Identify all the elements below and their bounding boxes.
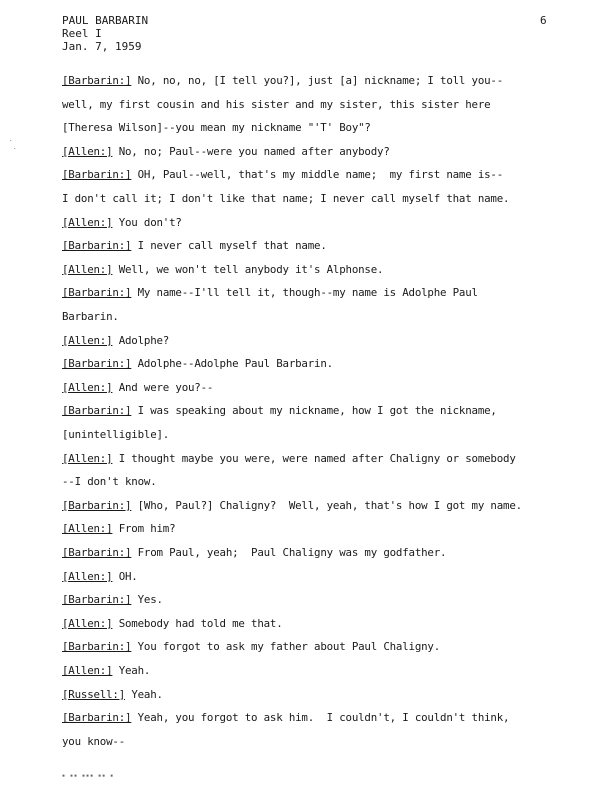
- line-text: OH.: [112, 569, 138, 583]
- line-text: Yeah.: [125, 687, 163, 701]
- speaker-label: [Allen:]: [62, 569, 113, 583]
- transcript-line: [62, 570, 138, 583]
- header-name: PAUL BARBARIN: [62, 14, 149, 27]
- transcript-line: [62, 192, 509, 205]
- transcript-line: [62, 688, 163, 701]
- line-text: [unintelligible].: [62, 428, 170, 441]
- speaker-label: [Barbarin:]: [62, 239, 132, 253]
- line-text: I was speaking about my nickname, how I got the nickname,: [131, 404, 497, 418]
- transcript-line: [62, 121, 371, 134]
- transcript-line: [62, 452, 516, 465]
- transcript-line: [62, 286, 478, 299]
- transcript-line: [62, 98, 490, 111]
- line-text: From him?: [112, 522, 176, 536]
- speaker-label: [Barbarin:]: [62, 711, 132, 725]
- line-text: My name--I'll tell it, though--my name is Adolphe Paul: [131, 286, 478, 300]
- line-text: [Theresa Wilson]--you mean my nickname "'T' Boy"?: [62, 121, 371, 135]
- transcript-line: [62, 475, 157, 488]
- transcript-line: [62, 640, 440, 653]
- speaker-label: [Barbarin:]: [62, 640, 132, 654]
- transcript-line: [62, 428, 169, 441]
- line-text: From Paul, yeah; Paul Chaligny was my godfather.: [131, 546, 447, 559]
- line-text: you know--: [62, 734, 126, 748]
- transcript-line: [62, 546, 446, 559]
- transcript-line: [62, 735, 125, 748]
- page-number: 6: [540, 14, 547, 27]
- transcript-line: [62, 404, 497, 417]
- transcript-line: [62, 499, 522, 512]
- transcript-line: [62, 145, 390, 158]
- speaker-label: [Allen:]: [62, 664, 113, 677]
- speaker-label: [Barbarin:]: [62, 498, 132, 512]
- transcript-line: [62, 216, 182, 229]
- speaker-label: [Allen:]: [62, 262, 113, 276]
- transcript-line: [62, 239, 327, 252]
- speaker-label: [Barbarin:]: [62, 74, 132, 87]
- transcript-line: [62, 617, 283, 630]
- speaker-label: [Barbarin:]: [62, 404, 132, 418]
- margin-mark: ˙: [8, 140, 14, 150]
- speaker-label: [Barbarin:]: [62, 593, 132, 607]
- line-text: Barbarin.: [62, 310, 119, 323]
- line-text: well, my first cousin and his sister and my sister, this sister here: [62, 97, 491, 111]
- speaker-label: [Allen:]: [62, 522, 113, 536]
- line-text: Yes.: [131, 593, 163, 607]
- transcript-line: [62, 357, 333, 370]
- line-text: I never call myself that name.: [131, 239, 327, 253]
- line-text: You forgot to ask my father about Paul Chaligny.: [131, 640, 441, 654]
- speaker-label: [Allen:]: [62, 144, 113, 158]
- speaker-label: [Allen:]: [62, 215, 113, 229]
- speaker-label: [Barbarin:]: [62, 357, 132, 371]
- line-text: I don't call it; I don't like that name; I never call myself that name.: [62, 192, 510, 205]
- line-text: And were you?--: [112, 380, 214, 394]
- line-text: You don't?: [112, 215, 182, 229]
- line-text: Yeah, you forgot to ask him. I couldn't, I couldn't think,: [131, 711, 510, 725]
- speaker-label: [Russell:]: [62, 687, 126, 701]
- transcript-line: [62, 522, 175, 535]
- line-text: [Who, Paul?] Chaligny? Well, yeah, that's how I got my name.: [131, 498, 522, 512]
- transcript-line: [62, 334, 169, 347]
- footer-marks: ▪ ▪▪ ▪▪▪ ▪▪ ▪: [62, 773, 115, 779]
- line-text: --I don't know.: [62, 475, 157, 489]
- line-text: Somebody had told me that.: [112, 616, 283, 630]
- transcript-line: [62, 664, 150, 677]
- speaker-label: [Barbarin:]: [62, 168, 132, 182]
- speaker-label: [Allen:]: [62, 380, 113, 394]
- line-text: Adolphe--Adolphe Paul Barbarin.: [131, 357, 333, 371]
- transcript-line: [62, 711, 509, 724]
- transcript-line: [62, 310, 119, 323]
- speaker-label: [Allen:]: [62, 451, 113, 465]
- transcript-line: [62, 593, 163, 606]
- header-reel: Reel I: [62, 27, 102, 40]
- transcript-line: [62, 263, 383, 276]
- transcript-line: [62, 74, 503, 87]
- speaker-label: [Allen:]: [62, 333, 113, 347]
- margin-mark: ˙: [12, 148, 18, 158]
- line-text: No, no, no, [I tell you?], just [a] nickname; I toll you--: [131, 74, 504, 87]
- line-text: Adolphe?: [112, 333, 170, 347]
- speaker-label: [Barbarin:]: [62, 286, 132, 300]
- transcript-line: [62, 168, 503, 181]
- line-text: Well, we won't tell anybody it's Alphonse.: [112, 262, 384, 276]
- line-text: No, no; Paul--were you named after anybody?: [112, 144, 390, 158]
- line-text: Yeah.: [112, 664, 151, 677]
- transcript-line: [62, 381, 213, 394]
- header-date: Jan. 7, 1959: [62, 40, 142, 53]
- line-text: OH, Paul--well, that's my middle name; my first name is--: [131, 168, 504, 182]
- line-text: I thought maybe you were, were named after Chaligny or somebody: [112, 451, 516, 465]
- speaker-label: [Allen:]: [62, 616, 113, 630]
- speaker-label: [Barbarin:]: [62, 546, 132, 559]
